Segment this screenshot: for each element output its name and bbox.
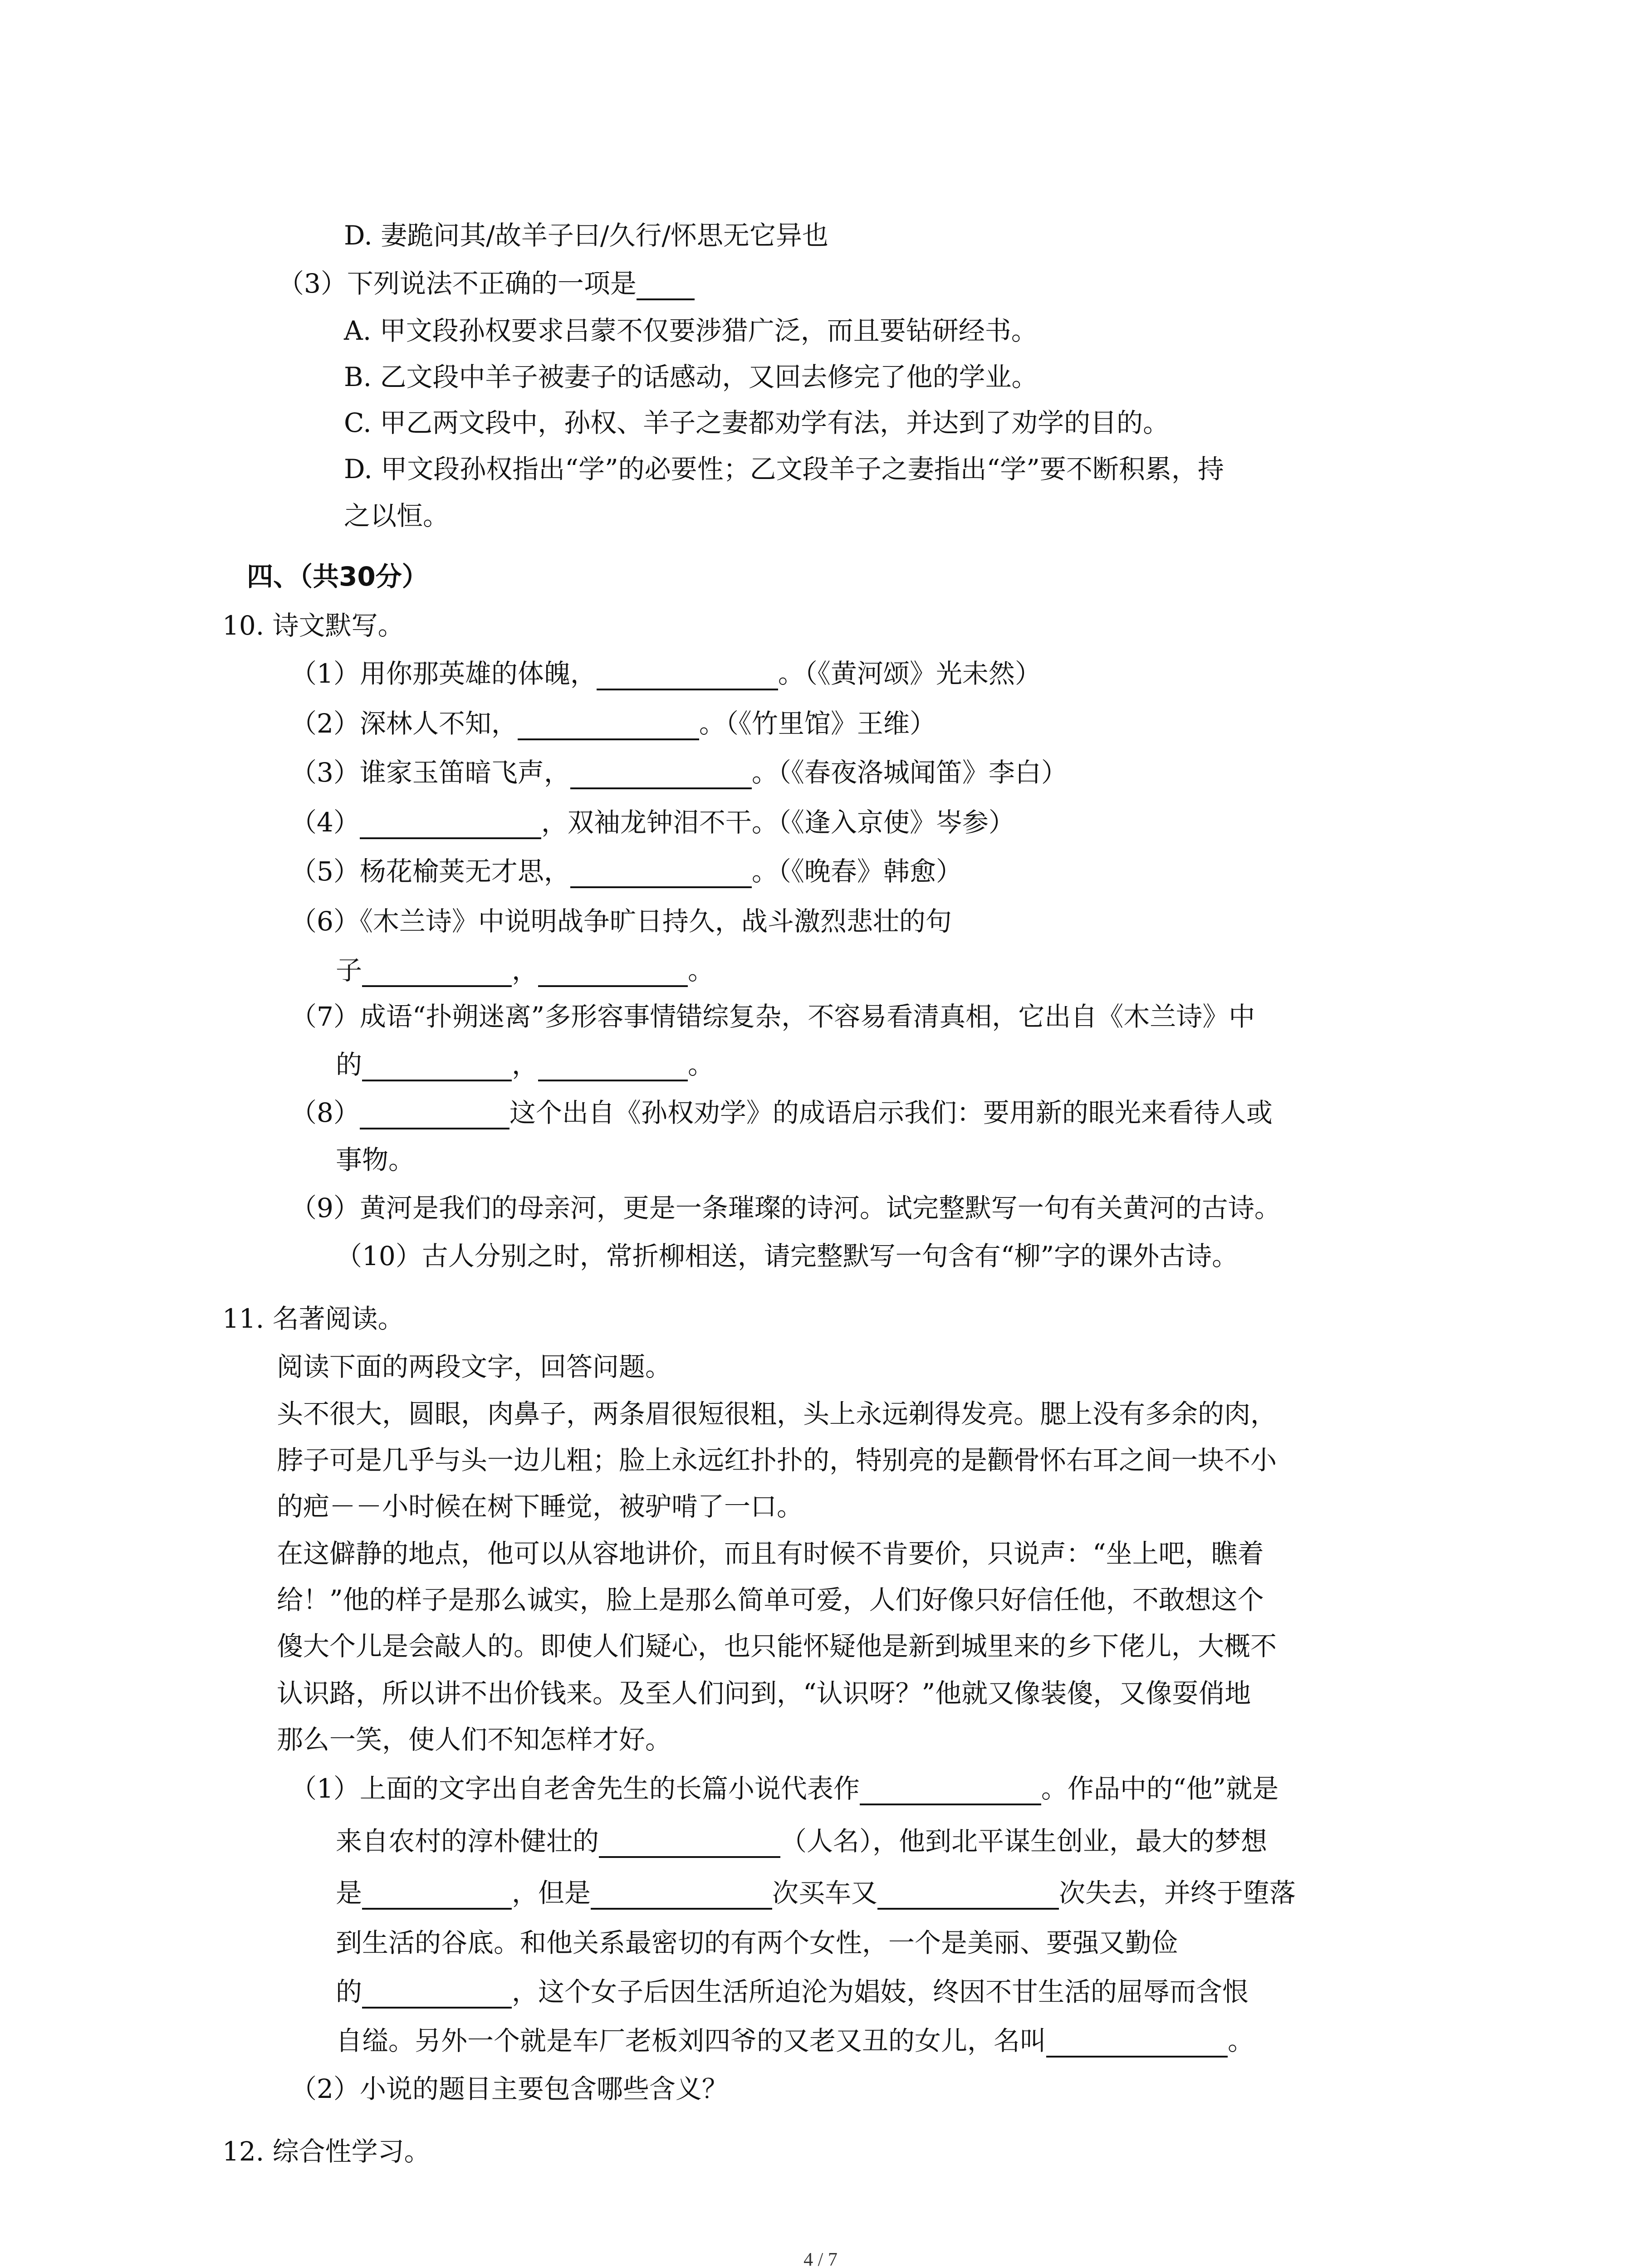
- recite-item-4: （4） ，双袖龙钟泪不干。（《逢入京使》岑参）: [290, 809, 1015, 839]
- option-b: B. 乙文段中羊子被妻子的话感动，又回去修完了他的学业。: [344, 362, 1038, 392]
- question-title: 12. 综合性学习。: [222, 2136, 431, 2167]
- answer-blank[interactable]: [591, 1881, 772, 1910]
- section-title: 四、（共30分）: [247, 561, 428, 592]
- subquestion-1-cont: 自缢。另外一个就是车厂老板刘四爷的又老又丑的女儿，名叫 。: [336, 2028, 1254, 2058]
- answer-blank[interactable]: [362, 1881, 512, 1910]
- option-line: D. 妻跪问其/故羊子曰/久行/怀思无它异也: [344, 220, 828, 251]
- subquestion-2: （2）小说的题目主要包含哪些含义？: [290, 2073, 728, 2104]
- subquestion-1-cont: 到生活的谷底。和他关系最密切的有两个女性，一个是美丽、要强又勤俭: [336, 1927, 1178, 1958]
- recite-item-9: （9）黄河是我们的母亲河，更是一条璀璨的诗河。试完整默写一句有关黄河的古诗。: [290, 1193, 1281, 1223]
- page-number: 4 / 7: [803, 2249, 838, 2268]
- option-a: A. 甲文段孙权要求吕蒙不仅要涉猎广泛，而且要钻研经书。: [344, 315, 1038, 346]
- passage-line: 头不很大，圆眼，肉鼻子，两条眉很短很粗，头上永远剃得发亮。腮上没有多余的肉，: [277, 1398, 1277, 1429]
- answer-blank[interactable]: [570, 760, 752, 790]
- subquestion-1-cont: 的 ，这个女子后因生活所迫沦为娼妓，终因不甘生活的屈辱而含恨: [336, 1979, 1249, 2009]
- recite-item-6: （6）《木兰诗》中说明战争旷日持久，战斗激烈悲壮的句: [290, 906, 952, 937]
- recite-item-3: （3）谁家玉笛暗飞声， 。（《春夜洛城闻笛》李白）: [290, 759, 1068, 789]
- recite-item-1: （1）用你那英雄的体魄， 。（《黄河颂》光未然）: [290, 660, 1041, 690]
- question-title: 11. 名著阅读。: [222, 1303, 404, 1334]
- recite-item-10: （10）古人分别之时，常折柳相送，请完整默写一句含有“柳”字的课外古诗。: [336, 1241, 1239, 1271]
- recite-item-2: （2）深林人不知， 。（《竹里馆》王维）: [290, 710, 936, 740]
- answer-blank[interactable]: [362, 1980, 512, 2009]
- option-c: C. 甲乙两文段中，孙权、羊子之妻都劝学有法，并达到了劝学的目的。: [344, 407, 1170, 438]
- passage-line: 认识路，所以讲不出价钱来。及至人们问到，“认识呀？”他就又像装傻，又像耍俏地: [277, 1678, 1251, 1709]
- recite-item-8-cont: 事物。: [336, 1144, 415, 1175]
- subquestion-1: （1）上面的文字出自老舍先生的长篇小说代表作 。作品中的“他”就是: [290, 1775, 1279, 1805]
- answer-blank[interactable]: [597, 661, 778, 691]
- answer-blank[interactable]: [599, 1829, 780, 1858]
- answer-blank[interactable]: [637, 271, 695, 301]
- question-stem: （3）下列说法不正确的一项是: [278, 270, 695, 300]
- answer-blank[interactable]: [1046, 2028, 1228, 2058]
- answer-blank[interactable]: [570, 859, 752, 889]
- subquestion-1-cont: 是 ，但是 次买车又 次失去，并终于堕落: [336, 1880, 1296, 1910]
- answer-blank[interactable]: [362, 1052, 512, 1082]
- option-d: D. 甲文段孙权指出“学”的必要性；乙文段羊子之妻指出“学”要不断积累，持: [344, 454, 1224, 484]
- answer-blank[interactable]: [360, 1100, 509, 1130]
- question-title: 10. 诗文默写。: [222, 610, 404, 641]
- recite-item-7-cont: 的 ， 。: [336, 1051, 714, 1081]
- recite-item-7: （7）成语“扑朔迷离”多形容事情错综复杂，不容易看清真相，它出自《木兰诗》中: [290, 1001, 1255, 1032]
- recite-item-8: （8） 这个出自《孙权劝学》的成语启示我们：要用新的眼光来看待人或: [290, 1100, 1273, 1129]
- answer-blank[interactable]: [877, 1881, 1059, 1910]
- recite-item-5: （5）杨花榆荚无才思， 。（《晚春》韩愈）: [290, 858, 962, 888]
- answer-blank[interactable]: [538, 1052, 688, 1082]
- answer-blank[interactable]: [538, 958, 688, 987]
- passage-line: 脖子可是几乎与头一边儿粗；脸上永远红扑扑的，特别亮的是颧骨怀右耳之间一块不小: [277, 1445, 1277, 1476]
- recite-item-6-cont: 子 ， 。: [336, 957, 714, 987]
- answer-blank[interactable]: [362, 958, 512, 987]
- passage-line: 的疤－－小时候在树下睡觉，被驴啃了一口。: [277, 1491, 803, 1522]
- passage-line: 在这僻静的地点，他可以从容地讲价，而且有时候不肯要价，只说声：“坐上吧，瞧着: [277, 1538, 1264, 1569]
- subquestion-1-cont: 来自农村的淳朴健壮的 （人名），他到北平谋生创业，最大的梦想: [336, 1828, 1267, 1858]
- answer-blank[interactable]: [860, 1776, 1041, 1806]
- answer-blank[interactable]: [360, 810, 541, 840]
- reading-intro: 阅读下面的两段文字，回答问题。: [277, 1351, 672, 1382]
- option-d-cont: 之以恒。: [344, 500, 450, 531]
- answer-blank[interactable]: [518, 711, 699, 741]
- passage-line: 那么一笑，使人们不知怎样才好。: [277, 1724, 672, 1755]
- passage-line: 给！”他的样子是那么诚实，脸上是那么简单可爱，人们好像只好信任他，不敢想这个: [277, 1584, 1264, 1615]
- passage-line: 傻大个儿是会敲人的。即使人们疑心，也只能怀疑他是新到城里来的乡下佬儿，大概不: [277, 1631, 1277, 1662]
